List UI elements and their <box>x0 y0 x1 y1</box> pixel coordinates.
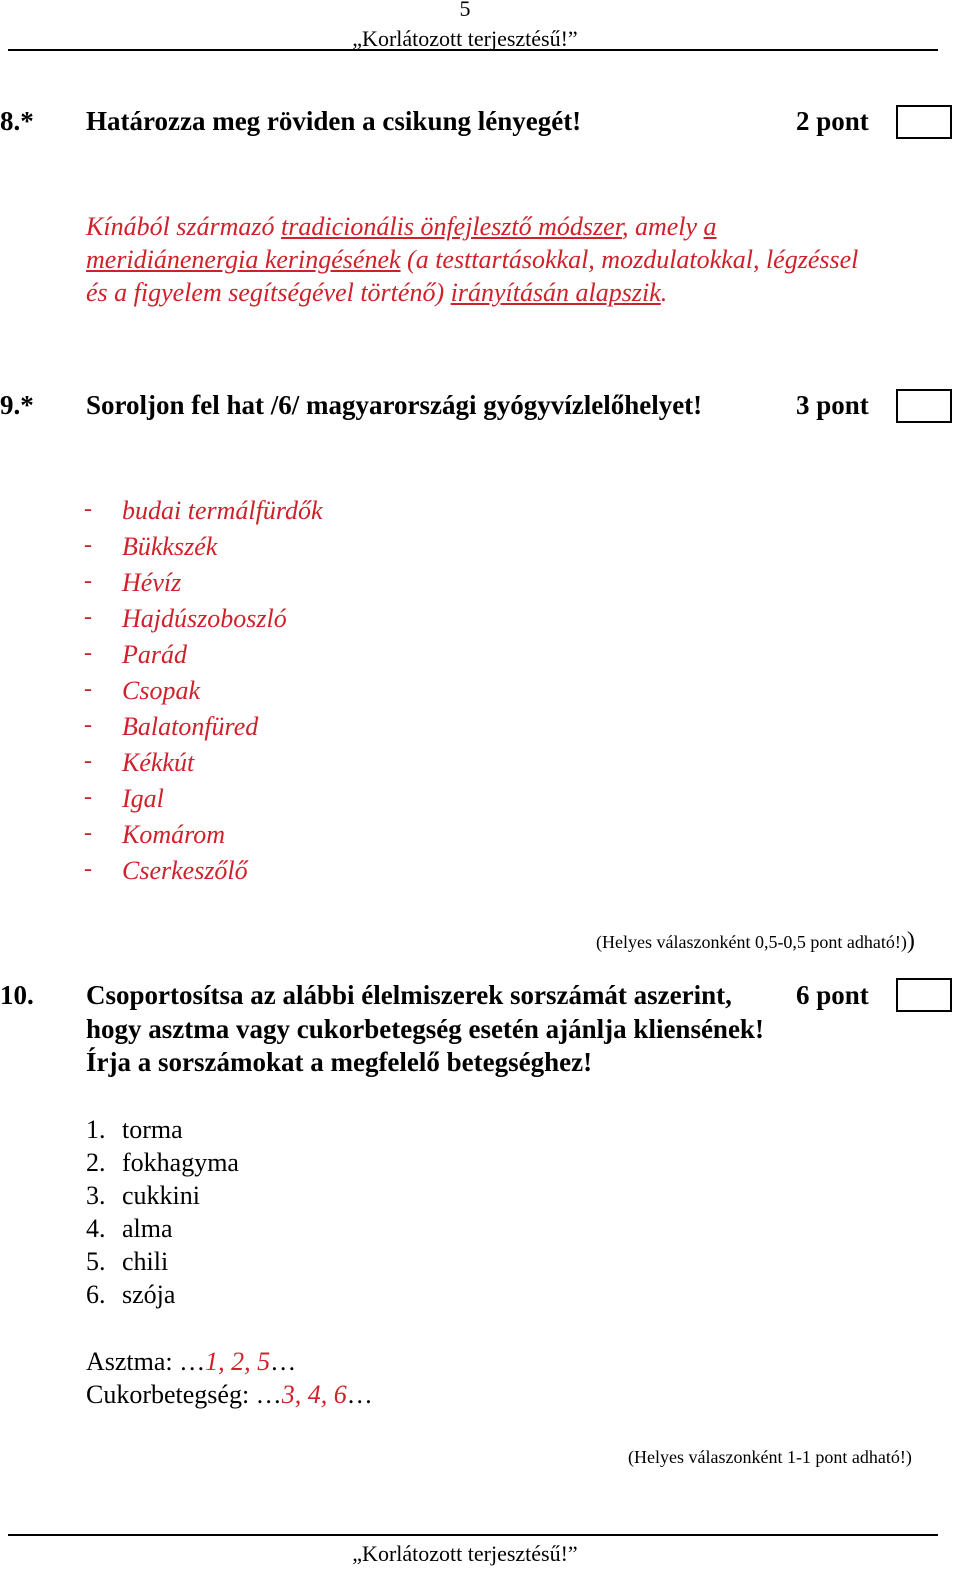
list-dash: - <box>84 820 92 846</box>
list-dash: - <box>84 568 92 594</box>
spa-item: Hajdúszoboszló <box>122 604 287 633</box>
q10-score-box[interactable] <box>896 978 952 1012</box>
food-item-number: 3. <box>86 1181 106 1210</box>
footer-rule <box>8 1534 938 1536</box>
diabetes-answer-line: Cukorbetegség: …3, 4, 6… <box>86 1380 373 1409</box>
q8-points: 2 pont <box>796 106 869 136</box>
food-item: cukkini <box>122 1181 200 1210</box>
list-dash: - <box>84 604 92 630</box>
q8-question: Határozza meg röviden a csikung lényegét! <box>86 106 582 136</box>
list-dash: - <box>84 496 92 522</box>
q10-scoring-note: (Helyes válaszonként 1-1 pont adható!) <box>628 1447 912 1467</box>
list-dash: - <box>84 532 92 558</box>
spa-item: Kékkút <box>122 748 195 777</box>
spa-item: Igal <box>122 784 164 813</box>
footer-notice: „Korlátozott terjesztésű!” <box>352 1541 578 1566</box>
q9-points: 3 pont <box>796 390 869 420</box>
spa-item: budai termálfürdők <box>122 496 323 525</box>
food-item: fokhagyma <box>122 1148 239 1177</box>
food-item-number: 1. <box>86 1115 106 1144</box>
header-notice: „Korlátozott terjesztésű!” <box>352 26 578 51</box>
spa-item: Komárom <box>122 820 226 849</box>
food-item-number: 5. <box>86 1247 106 1276</box>
q8-number: 8.* <box>0 106 34 136</box>
q9-score-box[interactable] <box>896 389 952 423</box>
list-dash: - <box>84 856 92 882</box>
asthma-answer-line: Asztma: …1, 2, 5… <box>86 1347 297 1376</box>
food-item: chili <box>122 1247 169 1276</box>
q10-question-line-1: Csoportosítsa az alábbi élelmiszerek sorszámát aszerint, <box>86 980 732 1010</box>
q9-number: 9.* <box>0 390 34 420</box>
q8-answer-line-2: meridiánenergia keringésének (a testtartásokkal, mozdulatokkal, légzéssel <box>86 245 859 274</box>
q10-number: 10. <box>0 980 34 1010</box>
list-dash: - <box>84 676 92 702</box>
spa-item: Balatonfüred <box>122 712 259 741</box>
food-item-number: 4. <box>86 1214 106 1243</box>
q8-answer-line-3: és a figyelem segítségével történő) irányításán alapszik. <box>86 278 668 307</box>
food-item-number: 2. <box>86 1148 106 1177</box>
q8-answer-line-1: Kínából származó tradicionális önfejlesztő módszer, amely a <box>86 212 717 241</box>
page-number: 5 <box>459 0 471 21</box>
food-item: torma <box>122 1115 183 1144</box>
spa-item: Hévíz <box>122 568 182 597</box>
spa-item: Csopak <box>122 676 200 705</box>
list-dash: - <box>84 748 92 774</box>
spa-item: Cserkeszőlő <box>122 856 248 885</box>
list-dash: - <box>84 784 92 810</box>
q10-question-line-2: hogy asztma vagy cukorbetegség esetén ajánlja kliensének! <box>86 1014 764 1044</box>
spa-item: Parád <box>122 640 187 669</box>
q8-score-box[interactable] <box>896 105 952 139</box>
spa-item: Bükkszék <box>122 532 218 561</box>
q10-points: 6 pont <box>796 980 869 1010</box>
q9-scoring-note: (Helyes válaszonként 0,5-0,5 pont adható!)) <box>596 928 915 954</box>
header-rule <box>8 49 938 51</box>
list-dash: - <box>84 640 92 666</box>
food-item: szója <box>122 1280 176 1309</box>
food-item: alma <box>122 1214 173 1243</box>
q10-question-line-3: Írja a sorszámokat a megfelelő betegséghez! <box>86 1047 593 1077</box>
q9-question: Soroljon fel hat /6/ magyarországi gyógyvízlelőhelyet! <box>86 390 703 420</box>
list-dash: - <box>84 712 92 738</box>
food-item-number: 6. <box>86 1280 106 1309</box>
